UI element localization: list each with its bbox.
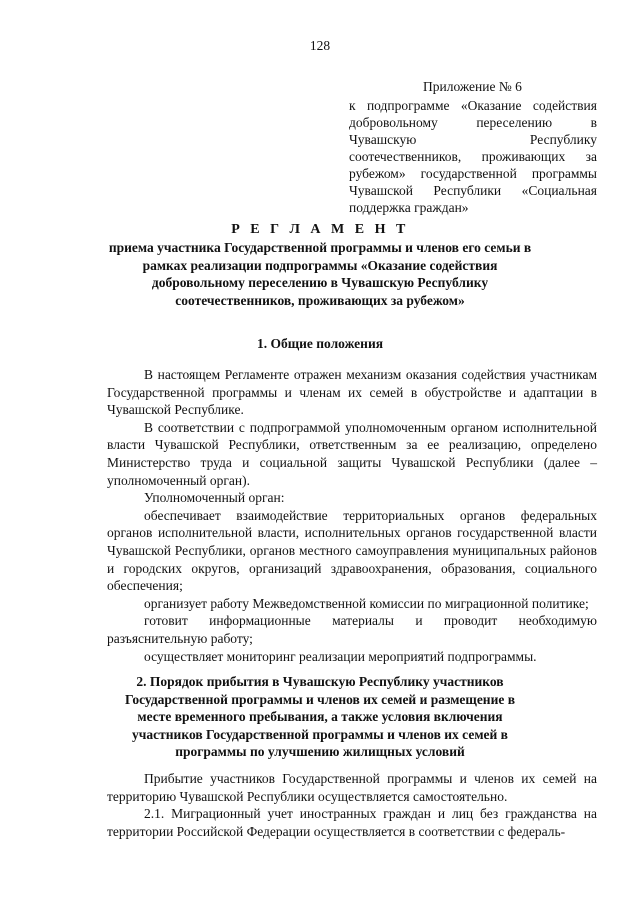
paragraph: В настоящем Регламенте отражен механизм оказания содействия участникам Государственной программы и членам их семей в обустройстве и адаптации в Чувашской Республике. [107, 367, 597, 418]
paragraph: Уполномоченный орган: [144, 490, 285, 506]
document-subtitle: приема участника Государственной программы и членов его семьи в рамках реализации подпрограммы «Оказание содействия добровольному переселению в Чувашскую Республику соотечественников, проживающих за рубежом» [108, 240, 532, 308]
page-number: 128 [309, 38, 331, 53]
section-2-heading: 2. Порядок прибытия в Чувашскую Республику участников Государственной программы и членов их семей и размещение в месте временного пребывания, а также условия включения участников Государственной программы и членов их семей в программы по улучшению жилищных условий [124, 674, 516, 759]
paragraph: Прибытие участников Государственной программы и членов их семей на территорию Чувашской Республики осуществляется самостоятельно. [107, 771, 597, 804]
appendix-text: к подпрограмме «Оказание содействия добровольному переселению в Чувашскую Республику соотечественников, проживающих за рубежом» государственной программы Чувашской Республики «Социальная поддержка граждан» [349, 98, 597, 215]
paragraph: В соответствии с подпрограммой уполномоченным органом исполнительной власти Чувашской Республики, ответственным за ее реализацию, определено Министерство труда и социальной защиты Чувашской Республики (далее – уполномоченный орган). [107, 419, 597, 488]
paragraph: организует работу Межведомственной комиссии по миграционной политике; [144, 595, 589, 611]
paragraph: осуществляет мониторинг реализации мероприятий подпрограммы. [144, 648, 537, 664]
section-1-heading: 1. Общие положения [256, 336, 384, 351]
paragraph: готовит информационные материалы и проводит необходимую разъяснительную работу; [107, 613, 597, 646]
appendix-block [349, 78, 597, 216]
appendix-title: Приложение № 6 [423, 79, 522, 94]
section-2-body [107, 770, 597, 840]
paragraph: 2.1. Миграционный учет иностранных граждан и лиц без гражданства на территории Российской Федерации осуществляется в соответствии с федераль- [107, 806, 597, 839]
section-1-body [107, 366, 597, 665]
document-title: Р Е Г Л А М Е Н Т [231, 222, 409, 237]
paragraph: обеспечивает взаимодействие территориальных органов федеральных органов исполнительной власти, исполнительных органов государственной власти Чувашской Республики, органов местного самоуправления муниципальных районов и городских округов, организаций здравоохранения, образования, социального обеспечения; [107, 507, 597, 594]
